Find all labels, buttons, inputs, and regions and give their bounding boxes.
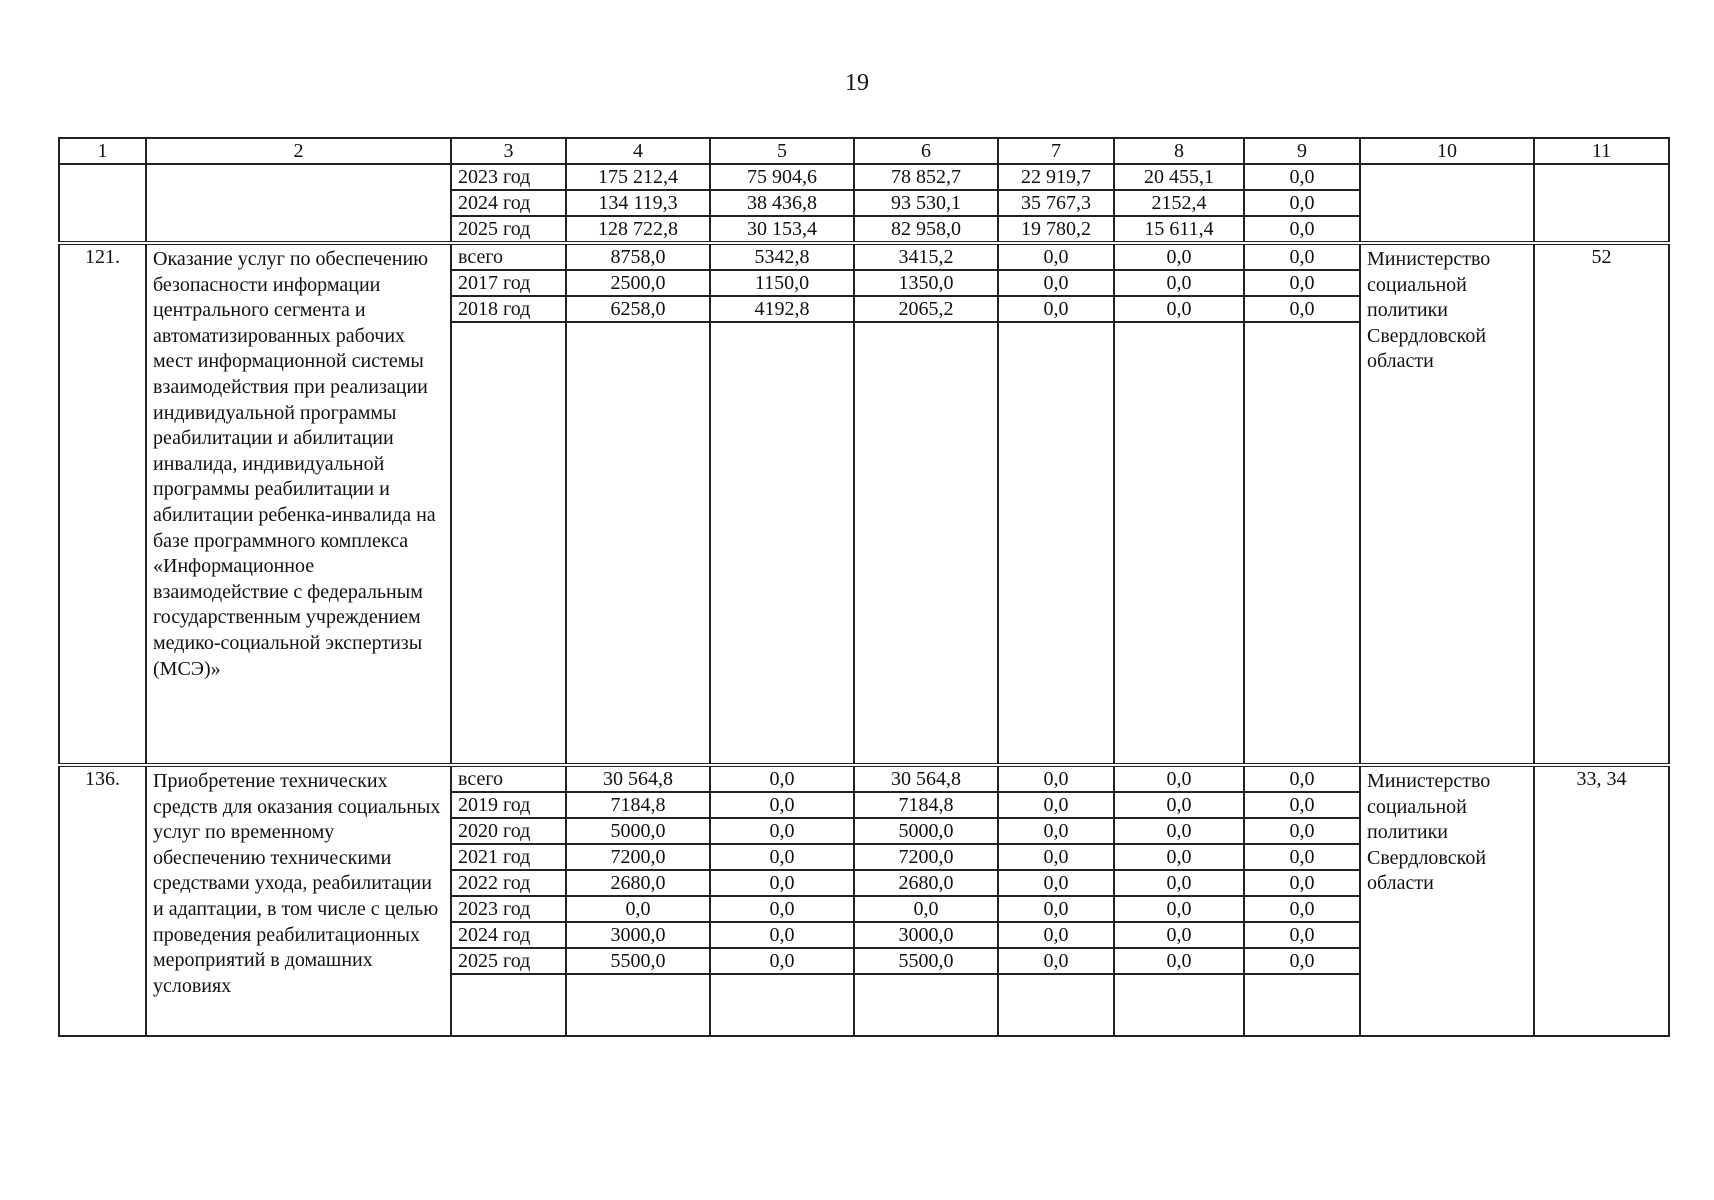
table-row [59, 243, 1669, 270]
column-header: 4 [566, 138, 710, 164]
column-header: 1 [59, 138, 146, 164]
amount-cell: 0,0 [998, 765, 1114, 792]
amount-cell: 0,0 [1114, 844, 1244, 870]
executor-cell: Министерство социальной политики Свердловской области [1360, 765, 1534, 1036]
amount-cell: 0,0 [1114, 270, 1244, 296]
amount-cell: 2500,0 [566, 270, 710, 296]
column-header: 10 [1360, 138, 1534, 164]
period-cell: всего [451, 243, 566, 270]
amount-cell: 0,0 [998, 922, 1114, 948]
empty-cell [998, 322, 1114, 765]
amount-cell: 0,0 [998, 896, 1114, 922]
table-row [59, 164, 1669, 190]
amount-cell: 0,0 [1244, 216, 1360, 243]
amount-cell: 0,0 [1114, 765, 1244, 792]
amount-cell: 0,0 [998, 870, 1114, 896]
amount-cell: 0,0 [710, 922, 854, 948]
executor-cell [1360, 164, 1534, 243]
amount-cell: 0,0 [1244, 296, 1360, 322]
amount-cell: 0,0 [1114, 296, 1244, 322]
amount-cell: 2680,0 [566, 870, 710, 896]
amount-cell: 35 767,3 [998, 190, 1114, 216]
page-number: 19 [845, 70, 869, 96]
period-cell: 2021 год [451, 844, 566, 870]
empty-cell [1244, 974, 1360, 1036]
empty-cell [1114, 322, 1244, 765]
amount-cell: 0,0 [1244, 792, 1360, 818]
amount-cell: 0,0 [1244, 243, 1360, 270]
amount-cell: 3000,0 [854, 922, 998, 948]
period-cell: 2022 год [451, 870, 566, 896]
amount-cell: 0,0 [998, 792, 1114, 818]
column-header: 8 [1114, 138, 1244, 164]
program-table [58, 137, 1670, 1037]
amount-cell: 0,0 [710, 844, 854, 870]
amount-cell: 15 611,4 [1114, 216, 1244, 243]
amount-cell: 0,0 [1114, 870, 1244, 896]
empty-cell [451, 974, 566, 1036]
amount-cell: 7200,0 [854, 844, 998, 870]
period-cell: 2024 год [451, 922, 566, 948]
amount-cell: 0,0 [1244, 164, 1360, 190]
amount-cell: 128 722,8 [566, 216, 710, 243]
period-cell: всего [451, 765, 566, 792]
amount-cell: 0,0 [998, 818, 1114, 844]
amount-cell: 5500,0 [854, 948, 998, 974]
column-header: 6 [854, 138, 998, 164]
column-header: 5 [710, 138, 854, 164]
amount-cell: 4192,8 [710, 296, 854, 322]
amount-cell: 2065,2 [854, 296, 998, 322]
empty-cell [1244, 322, 1360, 765]
amount-cell: 5000,0 [566, 818, 710, 844]
amount-cell: 20 455,1 [1114, 164, 1244, 190]
column-header: 2 [146, 138, 451, 164]
period-cell: 2019 год [451, 792, 566, 818]
amount-cell: 0,0 [1114, 243, 1244, 270]
amount-cell: 7200,0 [566, 844, 710, 870]
amount-cell: 0,0 [710, 818, 854, 844]
amount-cell: 5000,0 [854, 818, 998, 844]
amount-cell: 0,0 [710, 896, 854, 922]
column-header: 3 [451, 138, 566, 164]
column-number-header-row [59, 138, 1669, 164]
amount-cell: 0,0 [710, 792, 854, 818]
measure-description-cell: Оказание услуг по обеспечению безопасности информации центрального сегмента и автоматизированных рабочих мест информационной системы взаимодействия при реализации индивидуальной программы реабилитации и абилитации инвалида, индивидуальной программы реабилитации и абилитации ребенка-инвалида на базе программного комплекса «Информационное взаимодействие с федеральным государственным учреждением медико-социальной экспертизы (МСЭ)» [146, 243, 451, 765]
amount-cell: 0,0 [1114, 948, 1244, 974]
amount-cell: 0,0 [998, 243, 1114, 270]
amount-cell: 0,0 [1244, 948, 1360, 974]
amount-cell: 0,0 [1244, 190, 1360, 216]
amount-cell: 5342,8 [710, 243, 854, 270]
amount-cell: 2680,0 [854, 870, 998, 896]
amount-cell: 0,0 [1114, 896, 1244, 922]
amount-cell: 0,0 [998, 296, 1114, 322]
amount-cell: 0,0 [854, 896, 998, 922]
amount-cell: 30 564,8 [566, 765, 710, 792]
column-header: 7 [998, 138, 1114, 164]
target-indicator-cell: 33, 34 [1534, 765, 1669, 1036]
column-header: 11 [1534, 138, 1669, 164]
amount-cell: 3000,0 [566, 922, 710, 948]
amount-cell: 19 780,2 [998, 216, 1114, 243]
amount-cell: 5500,0 [566, 948, 710, 974]
executor-cell: Министерство социальной политики Свердловской области [1360, 243, 1534, 765]
amount-cell: 0,0 [1244, 844, 1360, 870]
amount-cell: 1150,0 [710, 270, 854, 296]
amount-cell: 0,0 [1114, 792, 1244, 818]
empty-cell [710, 322, 854, 765]
amount-cell: 175 212,4 [566, 164, 710, 190]
amount-cell: 0,0 [1244, 870, 1360, 896]
column-header: 9 [1244, 138, 1360, 164]
amount-cell: 7184,8 [854, 792, 998, 818]
amount-cell: 8758,0 [566, 243, 710, 270]
amount-cell: 30 564,8 [854, 765, 998, 792]
amount-cell: 82 958,0 [854, 216, 998, 243]
period-cell: 2018 год [451, 296, 566, 322]
amount-cell: 0,0 [1114, 818, 1244, 844]
target-indicator-cell: 52 [1534, 243, 1669, 765]
table-row [59, 765, 1669, 792]
period-cell: 2017 год [451, 270, 566, 296]
measure-description-cell [146, 164, 451, 243]
empty-cell [710, 974, 854, 1036]
amount-cell: 30 153,4 [710, 216, 854, 243]
amount-cell: 6258,0 [566, 296, 710, 322]
row-number-cell: 136. [59, 765, 146, 1036]
measure-description-cell: Приобретение технических средств для оказания социальных услуг по временному обеспечению техническими средствами ухода, реабилитации и адаптации, в том числе с целью проведения реабилитационных мероприятий в домашних условиях [146, 765, 451, 1036]
amount-cell: 1350,0 [854, 270, 998, 296]
row-number-cell [59, 164, 146, 243]
amount-cell: 78 852,7 [854, 164, 998, 190]
amount-cell: 2152,4 [1114, 190, 1244, 216]
amount-cell: 0,0 [710, 948, 854, 974]
amount-cell: 0,0 [998, 844, 1114, 870]
amount-cell: 38 436,8 [710, 190, 854, 216]
amount-cell: 0,0 [1244, 896, 1360, 922]
amount-cell: 0,0 [566, 896, 710, 922]
amount-cell: 0,0 [1244, 818, 1360, 844]
amount-cell: 7184,8 [566, 792, 710, 818]
period-cell: 2023 год [451, 164, 566, 190]
period-cell: 2025 год [451, 216, 566, 243]
empty-cell [566, 322, 710, 765]
target-indicator-cell [1534, 164, 1669, 243]
empty-cell [566, 974, 710, 1036]
empty-cell [854, 974, 998, 1036]
amount-cell: 0,0 [710, 870, 854, 896]
amount-cell: 75 904,6 [710, 164, 854, 190]
amount-cell: 0,0 [710, 765, 854, 792]
empty-cell [854, 322, 998, 765]
amount-cell: 93 530,1 [854, 190, 998, 216]
row-number-cell: 121. [59, 243, 146, 765]
period-cell: 2025 год [451, 948, 566, 974]
amount-cell: 0,0 [1244, 765, 1360, 792]
amount-cell: 3415,2 [854, 243, 998, 270]
period-cell: 2023 год [451, 896, 566, 922]
amount-cell: 0,0 [998, 270, 1114, 296]
period-cell: 2024 год [451, 190, 566, 216]
amount-cell: 0,0 [1244, 922, 1360, 948]
amount-cell: 0,0 [1114, 922, 1244, 948]
amount-cell: 0,0 [998, 948, 1114, 974]
amount-cell: 0,0 [1244, 270, 1360, 296]
period-cell: 2020 год [451, 818, 566, 844]
amount-cell: 134 119,3 [566, 190, 710, 216]
amount-cell: 22 919,7 [998, 164, 1114, 190]
empty-cell [451, 322, 566, 765]
empty-cell [1114, 974, 1244, 1036]
empty-cell [998, 974, 1114, 1036]
